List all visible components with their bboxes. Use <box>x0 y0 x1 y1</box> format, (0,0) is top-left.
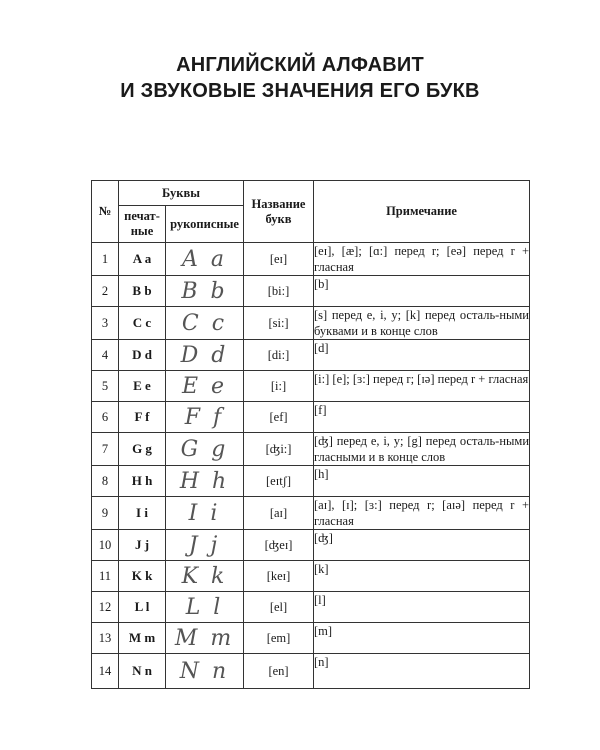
letter-note: [h] <box>314 466 530 497</box>
row-number: 3 <box>92 307 119 340</box>
table-row <box>92 307 530 340</box>
letter-name: [aɪ] <box>244 497 314 530</box>
printed-letter: N n <box>119 654 166 689</box>
handwritten-letter: B b <box>166 276 244 307</box>
printed-letter: G g <box>119 433 166 466</box>
row-number: 8 <box>92 466 119 497</box>
letter-name: [el] <box>244 592 314 623</box>
table-row <box>92 402 530 433</box>
letter-note: [ʤ] перед e, i, y; [g] перед осталь-ными гласными и в конце слов <box>314 434 530 464</box>
letter-note: [s] перед e, i, y; [k] перед осталь-ными буквами и в конце слов <box>314 308 530 338</box>
letter-name: [si:] <box>244 307 314 340</box>
letter-name: [eɪ] <box>244 243 314 276</box>
printed-letter: A a <box>119 243 166 276</box>
handwritten-letter: N n <box>166 654 244 689</box>
letters-header: Буквы <box>119 181 244 206</box>
letter-name: [keɪ] <box>244 561 314 592</box>
letter-note: [d] <box>314 340 530 371</box>
letter-name: [en] <box>244 654 314 689</box>
handwritten-letter: A a <box>166 243 244 276</box>
table-row <box>92 530 530 561</box>
table-row <box>92 654 530 689</box>
printed-letter: E e <box>119 371 166 402</box>
printed-letter: D d <box>119 340 166 371</box>
row-number: 13 <box>92 623 119 654</box>
note-header: Примечание <box>314 181 530 243</box>
table-row <box>92 276 530 307</box>
letter-name: [ʤeɪ] <box>244 530 314 561</box>
handwritten-letter: I i <box>166 497 244 530</box>
printed-letter: M m <box>119 623 166 654</box>
printed-letter: H h <box>119 466 166 497</box>
title-line-1: АНГЛИЙСКИЙ АЛФАВИТ <box>176 54 424 76</box>
table-row <box>92 561 530 592</box>
number-header: № <box>92 181 119 243</box>
page-title <box>0 52 600 104</box>
letter-name: [bi:] <box>244 276 314 307</box>
printed-letter: L l <box>119 592 166 623</box>
name-header: Название букв <box>244 181 314 243</box>
table-row <box>92 243 530 276</box>
letter-name: [ef] <box>244 402 314 433</box>
row-number: 5 <box>92 371 119 402</box>
table-row <box>92 371 530 402</box>
row-number: 2 <box>92 276 119 307</box>
letter-name: [i:] <box>244 371 314 402</box>
row-number: 9 <box>92 497 119 530</box>
printed-letter: K k <box>119 561 166 592</box>
handwritten-letter: C c <box>166 307 244 340</box>
printed-letter: B b <box>119 276 166 307</box>
handwritten-letter: L l <box>166 592 244 623</box>
row-number: 1 <box>92 243 119 276</box>
table-row <box>92 466 530 497</box>
letter-note: [eɪ], [æ]; [ɑ:] перед r; [eə] перед r + гласная <box>314 244 530 274</box>
alphabet-table <box>91 180 530 689</box>
letter-note: [b] <box>314 276 530 307</box>
handwritten-letter: F f <box>166 402 244 433</box>
letter-note: [ʤ] <box>314 530 530 561</box>
title-line-2: И ЗВУКОВЫЕ ЗНАЧЕНИЯ ЕГО БУКВ <box>120 80 480 102</box>
row-number: 7 <box>92 433 119 466</box>
handwritten-header: рукописные <box>166 206 244 243</box>
letter-note: [l] <box>314 592 530 623</box>
row-number: 12 <box>92 592 119 623</box>
letter-note: [m] <box>314 623 530 654</box>
letter-name: [em] <box>244 623 314 654</box>
letter-name: [ʤi:] <box>244 433 314 466</box>
letter-note: [k] <box>314 561 530 592</box>
row-number: 4 <box>92 340 119 371</box>
table-row <box>92 433 530 466</box>
letter-name: [di:] <box>244 340 314 371</box>
letter-note: [i:] [e]; [ɜ:] перед r; [ɪə] перед r + гласная <box>314 371 530 402</box>
printed-header: печат-ные <box>119 206 166 243</box>
handwritten-letter: G g <box>166 433 244 466</box>
letter-name: [eɪtʃ] <box>244 466 314 497</box>
handwritten-letter: K k <box>166 561 244 592</box>
letter-note: [n] <box>314 654 530 689</box>
handwritten-letter: J j <box>166 530 244 561</box>
row-number: 14 <box>92 654 119 689</box>
letter-note: [f] <box>314 402 530 433</box>
header-row-top <box>92 181 530 206</box>
table-row <box>92 340 530 371</box>
row-number: 10 <box>92 530 119 561</box>
printed-letter: F f <box>119 402 166 433</box>
handwritten-letter: D d <box>166 340 244 371</box>
handwritten-letter: H h <box>166 466 244 497</box>
table-row <box>92 497 530 530</box>
table-row <box>92 592 530 623</box>
table-row <box>92 623 530 654</box>
letter-note: [aɪ], [ɪ]; [ɜ:] перед r; [aɪə] перед r + гласная <box>314 498 530 528</box>
row-number: 6 <box>92 402 119 433</box>
printed-letter: J j <box>119 530 166 561</box>
printed-letter: C c <box>119 307 166 340</box>
handwritten-letter: M m <box>166 623 244 654</box>
row-number: 11 <box>92 561 119 592</box>
printed-letter: I i <box>119 497 166 530</box>
handwritten-letter: E e <box>166 371 244 402</box>
